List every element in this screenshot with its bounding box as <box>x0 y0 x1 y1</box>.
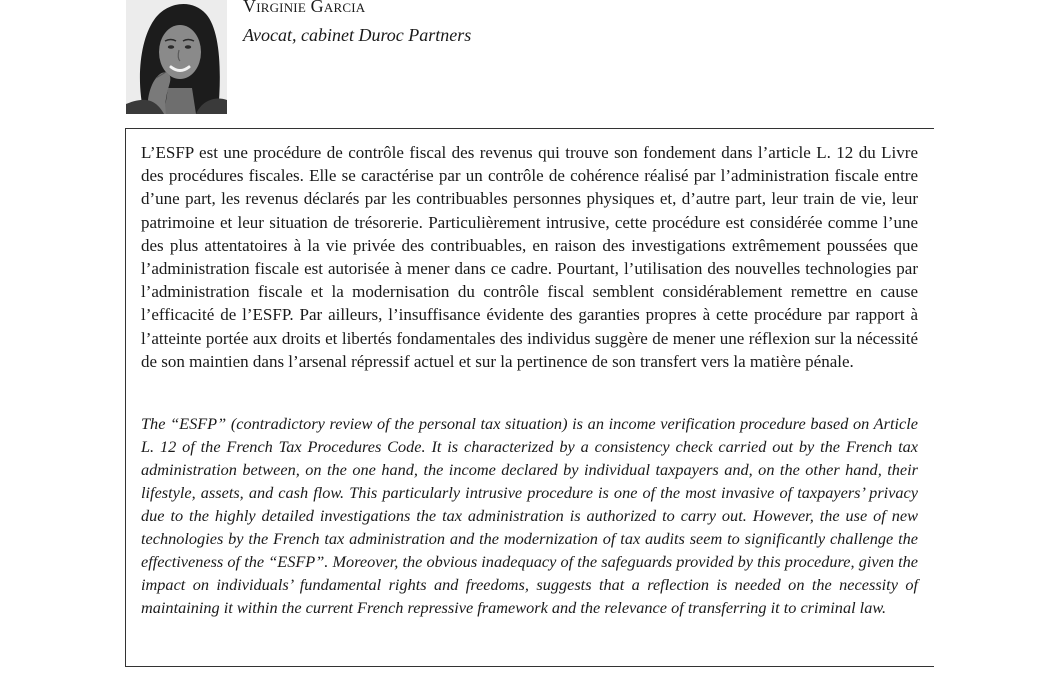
author-name: Virginie Garcia <box>243 0 366 16</box>
author-portrait-image <box>126 0 227 114</box>
author-photo <box>126 0 227 114</box>
author-role: Avocat, cabinet Duroc Partners <box>243 25 472 45</box>
abstract-english: The “ESFP” (contradictory review of the personal tax situation) is an income verification procedure based on Article L. 12 of the French Tax Procedures Code. It is characterized by a consistency check carried out by the French tax administration between, on the one hand, the income declared by individual taxpayers and, on the other hand, their lifestyle, assets, and cash flow. This particularly intrusive procedure is one of the most invasive of taxpayers’ privacy due to the highly detailed investigations the tax administration is authorized to carry out. However, the use of new technologies by the French tax administration and the modernization of tax audits seem to significantly challenge the effectiveness of the “ESFP”. Moreover, the obvious inadequacy of the safeguards provided by this procedure, given the impact on individuals’ fundamental rights and freedoms, suggests that a reflection is needed on the necessity of maintaining it within the current French repressive framework and the relevance of transferring it to criminal law. <box>141 414 918 617</box>
abstract-french: L’ESFP est une procédure de contrôle fiscal des revenus qui trouve son fondement dans l’article L. 12 du Livre des procédures fiscales. Elle se caractérise par un contrôle de cohérence réalisé par l’administration fiscale entre d’une part, les revenus déclarés par les contribuables personnes physiques et, d’autre part, leur train de vie, leur patrimoine et leur situation de trésorerie. Particulièrement intrusive, cette procédure est considérée comme l’une des plus attentatoires à la vie privée des contribuables, en raison des investigations extrêmement poussées que l’administration fiscale est autorisée à mener dans ce cadre. Pourtant, l’utilisation des nouvelles technologies par l’administration fiscale et la modernisation du contrôle fiscal semblent considérablement remettre en cause l’efficacité de l’ESFP. Par ailleurs, l’insuffisance évidente des garanties propres à cette procédure par rapport à l’atteinte portée aux droits et libertés fondamentales des individus suggère de mener une réflexion sur la nécessité de son maintien dans l’arsenal répressif actuel et sur la pertinence de son transfert vers la matière pénale. <box>141 143 918 371</box>
